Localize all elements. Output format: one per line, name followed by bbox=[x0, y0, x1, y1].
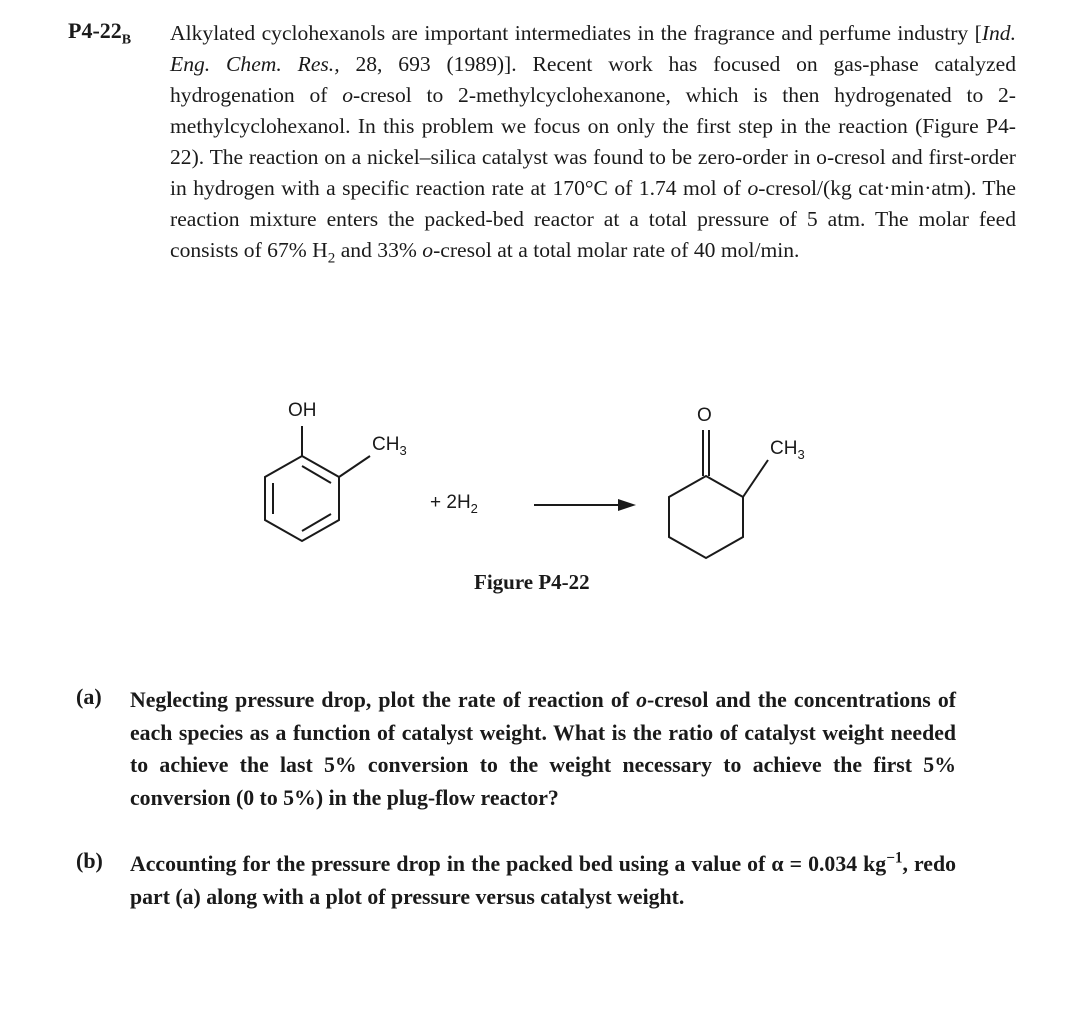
benzene-ring bbox=[265, 456, 339, 541]
methyl-bond-right bbox=[743, 460, 768, 497]
part-b-text: Accounting for the pressure drop in the packed bed using a value of α = 0.034 $kg^{-1}$, redo part (a) along with a plot of pressure versus catalyst weight. bbox=[130, 849, 956, 909]
hydrogen-reactant: + $2H_2$ bbox=[430, 492, 478, 516]
methyl-bond-left bbox=[339, 456, 370, 477]
problem-block bbox=[0, 12, 1080, 322]
ch3-label-right: $CH_3$ bbox=[770, 438, 805, 462]
part-a-text: Neglecting pressure drop, plot the rate of reaction of o-cresol and the concentrations of each species as a function of catalyst weight. What is the ratio of catalyst weight needed to achieve the last 5% conversion to the weight necessary to achieve the first 5% conversion (0 to 5%) in the plug-flow reactor? bbox=[130, 688, 956, 810]
problem-statement: Alkylated cyclohexanols are important intermediates in the fragrance and perfume industry [Ind. Eng. Chem. Res., 28, 693 (1989)]. Recent work has focused on gas-phase catalyzed hydrogenation of o-cresol to 2-methylcyclohexanone, which is then hydrogenated to 2-methylcyclohexanol. In this problem we focus on only the first step in the reaction (Figure P4-22). The reaction on a nickel–silica catalyst was found to be zero-order in o-cresol and first-order in hydrogen with a specific reaction rate at 170°C of 1.74 mol of o-cresol/(kg cat·min·atm). The reaction mixture enters the packed-bed reactor at a total pressure of 5 atm. The molar feed consists of 67% $H_2$ and 33% o-cresol at a total molar rate of 40 mol/min. bbox=[170, 21, 1017, 267]
citation: Ind. Eng. Chem. Res., bbox=[170, 21, 1016, 76]
ch3-label-left: $CH_3$ bbox=[372, 434, 407, 458]
part-a-label: (a) bbox=[76, 684, 102, 709]
figure-caption: Figure P4-22 bbox=[474, 570, 590, 594]
problem-number: $P4-22_B$ bbox=[68, 18, 132, 48]
oh-label: OH bbox=[288, 400, 317, 421]
reaction-figure bbox=[0, 390, 1080, 610]
cyclohexane-ring bbox=[669, 476, 743, 558]
part-b-label: (b) bbox=[76, 848, 103, 873]
arrow-head-icon bbox=[618, 499, 636, 511]
o-label: O bbox=[697, 405, 712, 426]
